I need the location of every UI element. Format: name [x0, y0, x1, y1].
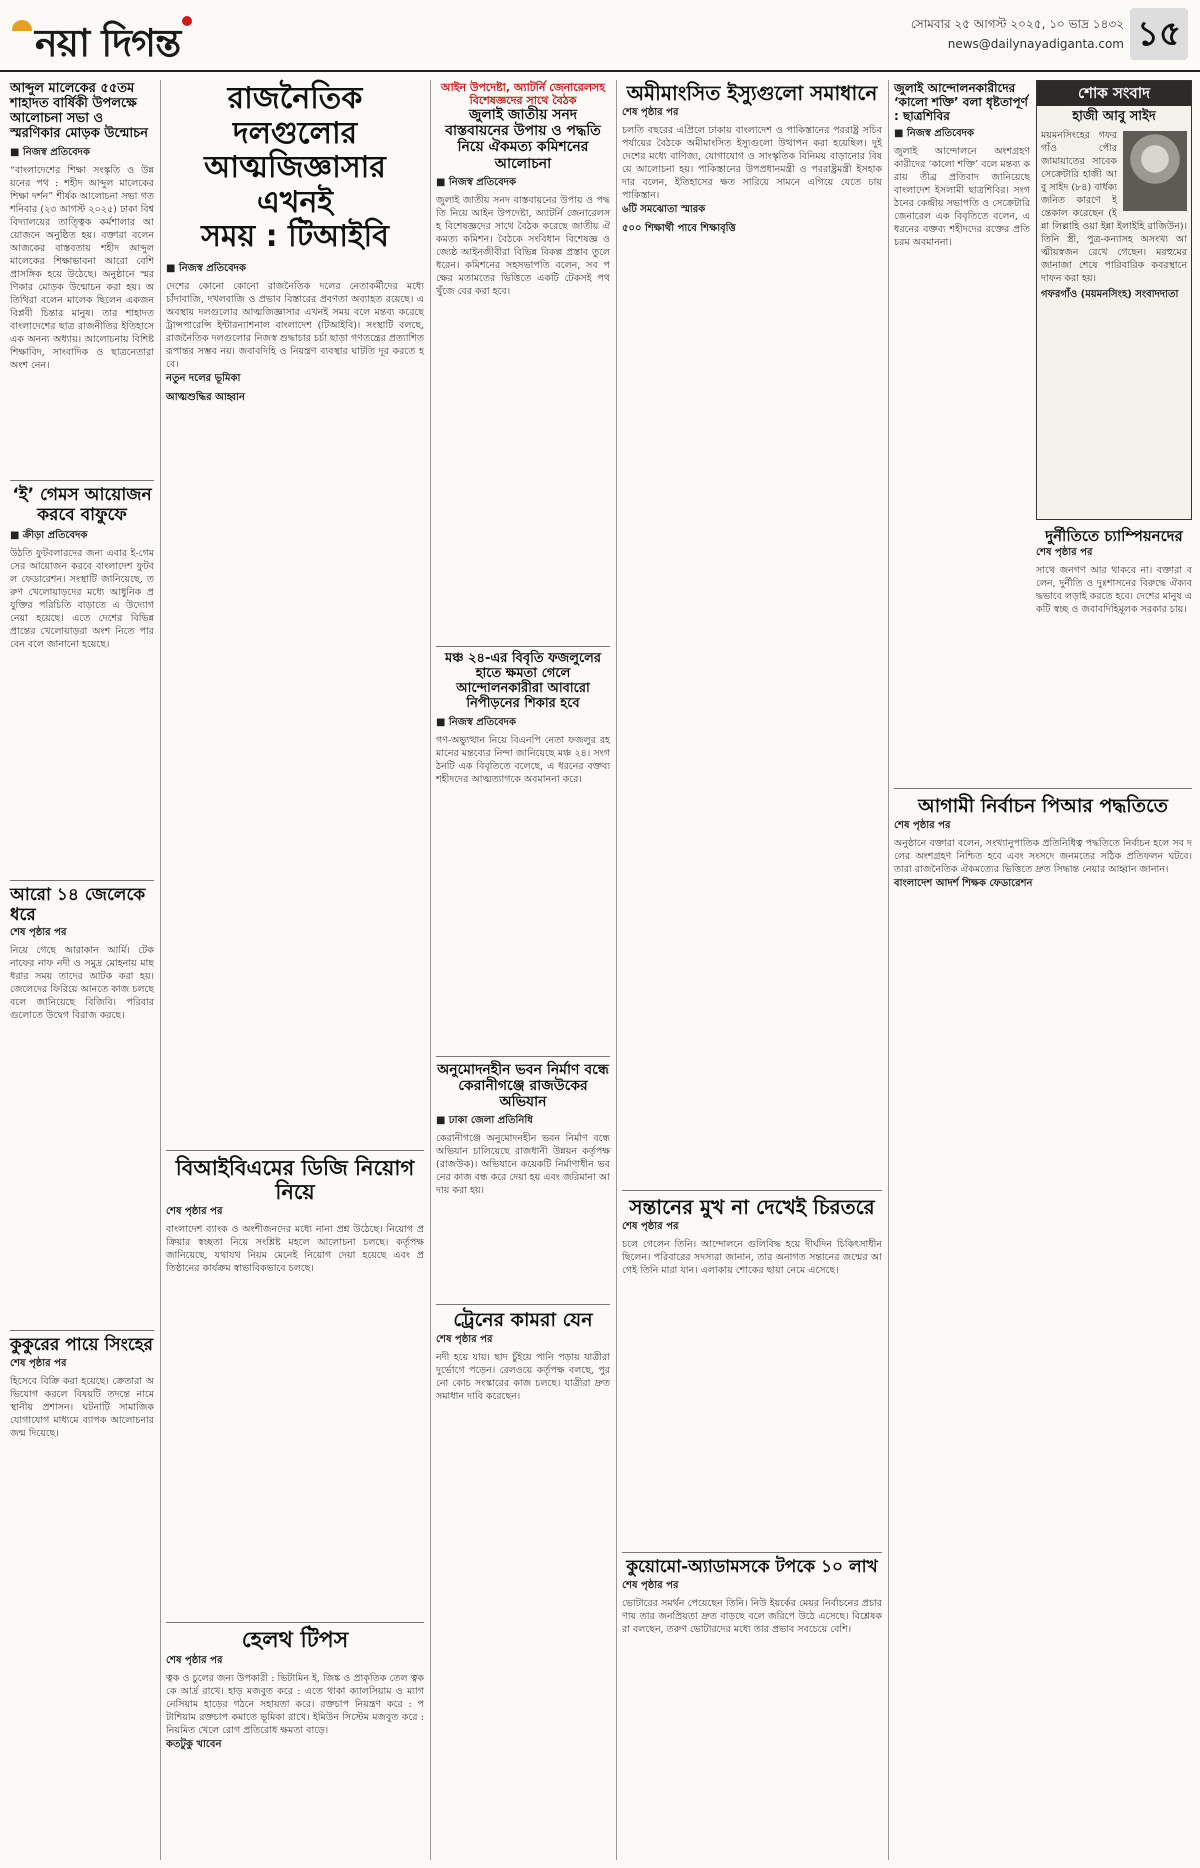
kicker: জুলাই আন্দোলনকারীদের ‘কালো শক্তি’ বলা ধৃষ্টতাপূর্ণ : ছাত্রশিবির — [894, 81, 1028, 123]
sun-icon — [12, 20, 32, 31]
article-body: নদী হয়ে যায়। ছাদ চুঁইয়ে পানি পড়ায় যাত্রীরা দুর্ভোগে পড়েন। রেলওয়ে কর্তৃপক্ষ বলছে, পুরনো কোচ সংস্কারের কাজ চলছে। যাত্রীরা দ্রুত সমাধান দাবি করেছেন। — [436, 1351, 614, 1402]
article-body: জুলাই জাতীয় সনদ বাস্তবায়নের উপায় ও পদ্ধতি নিয়ে আইন উপদেষ্টা, অ্যাটর্নি জেনারেলসহ বিশেষজ্ঞদের সাথে বৈঠক করেছে জাতীয় ঐকমত্য কমিশন। বৈঠকে সংবিধান বিশেষজ্ঞ ও জ্যেষ্ঠ আইনজীবীরা বিভিন্ন বিকল্প প্রস্তাব তুলে ধরেন। কমিশনের সহসভাপতি বলেন, সব পক্ষের মতামতের ভিত্তিতে একটি টেকসই পথ খুঁজে বের করা হবে। — [436, 194, 614, 297]
article-body: হিসেবে বিক্রি করা হয়েছে। ক্রেতারা অভিযোগ করলে বিষয়টি তদন্তে নামে স্থানীয় প্রশাসন। ঘটনাটি সামাজিক যোগাযোগ মাধ্যমে ব্যাপক আলোচনার জন্ম দিয়েছে। — [10, 1375, 158, 1439]
headline-line2: সময় : টিআইবি — [201, 219, 389, 254]
continuation: শেষ পৃষ্ঠার পর — [622, 107, 679, 118]
column-rule — [888, 80, 889, 1860]
article-body: উঠতি ফুটবলারদের জন্য এবার ই-গেমসের আয়োজন করবে বাংলাদেশ ফুটবল ফেডারেশন। সংস্থাটি জানিয়েছে, তরুণ খেলোয়াড়দের মধ্যে আধুনিক প্রযুক্তির পরিচিতি বাড়াতে এ উদ্যোগ নেয়া হয়েছে। এতে দেশের বিভিন্ন প্রান্তের খেলোয়াড়রা অংশ নিতে পারবেন বলে জানানো হয়েছে। — [10, 548, 158, 651]
section-divider — [10, 880, 154, 881]
headline: অনুমোদনহীন ভবন নির্মাণ বন্ধে কেরানীগঞ্জে রাজউকের অভিযান — [437, 1062, 609, 1111]
article-body: ত্বক ও চুলের জন্য উপকারী : ভিটামিন ই, জিঙ্ক ও প্রাকৃতিক তেল ত্বককে আর্দ্র রাখে। হাড় মজবুত করে : এতে থাকা ক্যালসিয়াম ও ম্যাগনেসিয়াম হাড়ের গঠনে সহায়তা করে। রক্তচাপ নিয়ন্ত্রণ করে : পটাশিয়াম রক্তচাপ কমাতে ভূমিকা রাখে। ইমিউন সিস্টেম মজবুত করে : নিয়মিত খেলে রোগ প্রতিরোধ ক্ষমতা বাড়ে। — [166, 1673, 428, 1737]
section-divider — [436, 646, 610, 647]
section-divider — [436, 1304, 610, 1305]
section-divider — [622, 1190, 882, 1191]
headline: আব্দুল মালেকের ৫৫তম শাহাদত বার্ষিকী উপলক্ষে আলোচনা সভা ও স্মরণিকার মোড়ক উন্মোচন — [10, 81, 148, 141]
article-body: ভোটারের সমর্থন পেয়েছেন তিনি। নিউ ইয়র্কের মেয়র নির্বাচনের প্রচারণায় তার জনপ্রিয়তা দ্রুত বাড়ছে বলে জরিপে উঠে এসেছে। বিশ্লেষকরা বলছেন, তরুণ ভোটারদের মধ্যে তার প্রভাব সবচেয়ে বেশি। — [622, 1597, 882, 1635]
article-pakistan — [622, 81, 886, 1186]
continuation: শেষ পৃষ্ঠার পর — [10, 1357, 67, 1369]
continuation: শেষ পৃষ্ঠার পর — [436, 1333, 493, 1345]
section-divider — [166, 1150, 424, 1151]
continuation: শেষ পৃষ্ঠার পর — [166, 1206, 223, 1218]
article-body: “বাংলাদেশের শিক্ষা সংস্কৃতি ও উন্নয়নের পথ : শহীদ আব্দুল মালেকের শিক্ষা দর্শন” শীর্ষক আলোচনা সভা গত শনিবার (২৩ আগস্ট ২০২৫) ঢাকা বিশ্ববিদ্যালয়ের তাত্ত্বিক কর্মশালার আয়োজনে অনুষ্ঠিত হয়। বক্তারা বলেন আজকের বাস্তবতায় শহীদ আব্দুল মালেকের শিক্ষাভাবনা আরো বেশি প্রাসঙ্গিক হয়ে উঠেছে। অনুষ্ঠানে স্মরণিকার মোড়ক উন্মোচন করা হয়। অতিথিরা বলেন মালেক ছিলেন একজন বিপ্লবী চিন্তার মানুষ। তার শাহাদত বাংলাদেশের ছাত্র রাজনীতির ইতিহাসে এক অনন্য অধ্যায়। আলোচনায় বিশিষ্ট শিক্ষাবিদ, সাংবাদিক ও ছাত্রনেতারা অংশ নেন। — [10, 164, 158, 371]
article-consensus — [436, 81, 614, 642]
headline: ‘ই’ গেমস আয়োজন করবে বাফুফে — [12, 485, 152, 525]
headline: মঞ্চ ২৪-এর বিবৃতি ফজলুলের হাতে ক্ষমতা গেলে আন্দোলনকারীরা আবারো নিপীড়নের শিকার হবে — [444, 651, 602, 711]
section-divider — [622, 1552, 882, 1553]
article-fishermen — [10, 885, 158, 1326]
headline: সন্তানের মুখ না দেখেই চিরতরে — [629, 1195, 875, 1219]
column-rule — [160, 80, 161, 1860]
dateline-by: গফরগাঁও (ময়মনসিংহ) সংবাদদাতা — [1041, 289, 1179, 301]
article-body: নিয়ে গেছে আরাকান আর্মি। টেকনাফের নাফ নদী ও সমুদ্র মোহনায় মাছ ধরার সময় তাদের আটক করা হয়। জেলেদের ফিরিয়ে আনতে কাজ চলছে বলে জানিয়েছে বিজিবি। পরিবারগুলোতে উদ্বেগ বিরাজ করছে। — [10, 945, 158, 1022]
article-dog-lion — [10, 1335, 158, 1860]
headline: হেলথ টিপস — [241, 1628, 349, 1653]
continuation: শেষ পৃষ্ঠার পর — [622, 1579, 679, 1591]
headline: জুলাই জাতীয় সনদ বাস্তবায়নের উপায় ও পদ্ধতি নিয়ে ঐকমত্য কমিশনের আলোচনা — [445, 107, 601, 172]
article-mancha24 — [436, 651, 614, 1052]
continuation: শেষ পৃষ্ঠার পর — [166, 1655, 223, 1667]
byline: ■ নিজস্ব প্রতিবেদক — [166, 262, 246, 274]
headline: বিআইবিএমের ডিজি নিয়োগ নিয়ে — [175, 1156, 415, 1205]
subheading: নতুন দলের ভূমিকা — [166, 372, 241, 384]
byline: ■ নিজস্ব প্রতিবেদক — [894, 128, 974, 140]
headline: রাজনৈতিক দলগুলোর আত্মজিজ্ঞাসার এখনই — [204, 81, 386, 220]
continuation: শেষ পৃষ্ঠার পর — [894, 819, 951, 831]
obituary-box — [1036, 80, 1192, 520]
subheading: কতটুকু খাবেন — [166, 1739, 222, 1751]
portrait-photo — [1123, 131, 1187, 211]
headline: দুর্নীতিতে চ্যাম্পিয়নদের — [1045, 527, 1183, 545]
headline: আগামী নির্বাচন পিআর পদ্ধতিতে — [918, 795, 1168, 817]
headline: কুকুরের পায়ে সিংহের — [10, 1335, 153, 1355]
page-number: ১৫ — [1130, 8, 1188, 60]
article-corruption — [1036, 528, 1192, 778]
brand-name: নয়া দিগন্ত — [35, 21, 181, 65]
section-divider — [166, 1622, 424, 1623]
article-bibm — [166, 1156, 428, 1616]
article-health — [166, 1628, 428, 1860]
byline: ■ নিজস্ব প্রতিবেদক — [436, 716, 516, 728]
article-child — [622, 1195, 886, 1546]
byline: ■ নিজস্ব প্রতিবেদক — [10, 146, 90, 158]
section-divider — [10, 1330, 154, 1331]
continuation: শেষ পৃষ্ঠার পর — [10, 927, 67, 939]
subheading: ৫০০ শিক্ষার্থী পাবে শিক্ষাবৃত্তি — [622, 223, 736, 234]
article-body: দেশের কোনো কোনো রাজনৈতিক দলের নেতাকর্মীদের মধ্যে চাঁদাবাজি, দখলবাজি ও প্রভাব বিস্তারের প্রবণতা অব্যাহত রয়েছে। এ অবস্থায় দলগুলোর আত্মজিজ্ঞাসার এখনই সময় বলে মন্তব্য করেছে ট্রান্সপারেন্সি ইন্টারন্যাশনাল বাংলাদেশ (টিআইবি)। সংস্থাটি বলছে, রাজনৈতিক দলগুলোর নিজস্ব শুদ্ধাচার চর্চা ছাড়া গণতন্ত্রের প্রত্যাশিত রূপান্তর সম্ভব নয়। জবাবদিহি ও নিয়ন্ত্রণ ব্যবস্থার ঘাটতি দূর করতে হবে। — [166, 280, 428, 370]
continuation: শেষ পৃষ্ঠার পর — [1036, 547, 1093, 559]
headline: অমীমাংসিত ইস্যুগুলো সমাধানে — [626, 81, 878, 105]
masthead — [0, 0, 1200, 72]
article-body: ময়মনসিংহের গফরগাঁও পৌর জামায়াতের সাবেক সেক্রেটারি হাজী আবু সাইদ (৮৪) বার্ধক্যজনিত কারণে ইন্তেকাল করেছেন (ইন্না লিল্লাহি ওয়া ইন্না ইলাইহি রাজিউন)। তিনি স্ত্রী, পুত্র-কন্যাসহ অসংখ্য আত্মীয়স্বজন রেখে গেছেন। মরহুমের জানাজা শেষে পারিবারিক কবরস্থানে দাফন করা হয়। — [1041, 130, 1191, 285]
headline: আরো ১৪ জেলেকে ধরে — [10, 885, 146, 925]
byline: ■ নিজস্ব প্রতিবেদক — [436, 176, 516, 188]
column-rule — [616, 80, 617, 1860]
subheading: ৬টি সমঝোতা স্মারক — [622, 204, 706, 215]
article-cuomo — [622, 1558, 882, 1860]
article-pr-election — [894, 795, 1196, 1860]
article-body: বাংলাদেশ ব্যাংক ও অংশীজনদের মধ্যে নানা প্রশ্ন উঠেছে। নিয়োগ প্রক্রিয়ার স্বচ্ছতা নিয়ে সংশ্লিষ্ট মহলে আলোচনা চলছে। কর্তৃপক্ষ জানিয়েছে, যথাযথ নিয়ম মেনেই নিয়োগ দেয়া হয়েছে এবং প্রতিষ্ঠানের কার্যক্রম স্বাভাবিকভাবে চলছে। — [166, 1224, 428, 1275]
column-rule — [430, 80, 431, 1860]
article-body: জুলাই আন্দোলনে অংশগ্রহণকারীদের ‘কালো শক্তি’ বলে মন্তব্য করায় তীব্র প্রতিবাদ জানিয়েছে বাংলাদেশ ইসলামী ছাত্রশিবির। সংগঠনের কেন্দ্রীয় সভাপতি ও সেক্রেটারি জেনারেল এক বিবৃতিতে বলেন, এ ধরনের বক্তব্য শহীদদের রক্তের প্রতি চরম অবমাননা। — [894, 146, 1034, 249]
article-shibir — [894, 81, 1034, 782]
article-egames — [10, 485, 158, 876]
web-email: news@dailynayadiganta.com — [947, 37, 1124, 51]
subheading: বাংলাদেশ আদর্শ শিক্ষক ফেডারেশন — [894, 877, 1033, 889]
article-body: চলতি বছরের এপ্রিলে ঢাকায় বাংলাদেশ ও পাকিস্তানের পররাষ্ট্র সচিব পর্যায়ের বৈঠকে অমীমাংসিত ইস্যুগুলো উত্থাপন করা হয়েছিল। দুই দেশের মধ্যে বাণিজ্য, যোগাযোগ ও সাংস্কৃতিক বিনিময় বাড়ানোর বিষয়ে আলোচনা হয়। পাকিস্তানের উপপ্রধানমন্ত্রী ও পররাষ্ট্রমন্ত্রী ইসহাক দার বলেন, ইতিহাসের ক্ষত সারিয়ে সামনে এগিয়ে যেতে চায় পাকিস্তান। — [622, 125, 886, 201]
headline: কুয়োমো-অ্যাডামসকে টপকে ১০ লাখ — [626, 1557, 878, 1577]
section-divider — [436, 1056, 610, 1057]
date: সোমবার ২৫ আগস্ট ২০২৫, ১০ ভাদ্র ১৪৩২ — [910, 17, 1124, 31]
article-body: গণ-অভ্যুত্থান নিয়ে বিএনপি নেতা ফজলুর রহমানের মন্তব্যের নিন্দা জানিয়েছে মঞ্চ ২৪। সংগঠনটি এক বিবৃতিতে বলেছে, এ ধরনের বক্তব্য শহীদদের আত্মত্যাগকে অবমাননা করে। — [436, 734, 614, 785]
article-body: সাথে জনগণ আর থাকবে না। বক্তারা বলেন, দুর্নীতি ও দুঃশাসনের বিরুদ্ধে ঐক্যবদ্ধভাবে লড়াই করতে হবে। দেশের মানুষ একটি স্বচ্ছ ও জবাবদিহিমূলক সরকার চায়। — [1036, 565, 1192, 616]
kicker: আইন উপদেষ্টা, অ্যাটর্নি জেনারেলসহ বিশেষজ্ঞদের সাথে বৈঠক — [440, 81, 606, 107]
obituary-name: হাজী আবু সাইদ — [1072, 109, 1156, 125]
section-divider — [894, 788, 1192, 789]
article-tib — [166, 81, 428, 1146]
dot-icon — [182, 16, 192, 26]
article-rajuk — [436, 1062, 614, 1300]
article-body: কেরানীগঞ্জে অনুমোদনহীন ভবন নির্মাণ বন্ধে অভিযান চালিয়েছে রাজধানী উন্নয়ন কর্তৃপক্ষ (রাজউক)। অভিযানে কয়েকটি নির্মাণাধীন ভবনের কাজ বন্ধ করে দেয়া হয় এবং জরিমানা আদায় করা হয়। — [436, 1133, 614, 1197]
byline: ■ ক্রীড়া প্রতিবেদক — [10, 530, 88, 542]
dateline — [911, 14, 1124, 54]
article-malek — [10, 81, 158, 474]
section-divider — [10, 480, 154, 481]
newspaper-logo — [12, 14, 192, 78]
continuation: শেষ পৃষ্ঠার পর — [622, 1221, 679, 1232]
article-body: অনুষ্ঠানে বক্তারা বলেন, সংখ্যানুপাতিক প্রতিনিধিত্ব পদ্ধতিতে নির্বাচন হলে সব দলের অংশগ্রহণ নিশ্চিত হবে এবং সংসদে জনমতের সঠিক প্রতিফলন ঘটবে। তারা রাজনৈতিক ঐকমত্যের ভিত্তিতে দ্রুত সিদ্ধান্ত নেয়ার আহ্বান জানান। — [894, 837, 1196, 875]
headline: ট্রেনের কামরা যেন — [453, 1309, 593, 1331]
article-train — [436, 1309, 614, 1860]
section-title: শোক সংবাদ — [1037, 81, 1191, 106]
subheading: আত্মশুদ্ধির আহ্বান — [166, 391, 245, 403]
byline: ■ ঢাকা জেলা প্রতিনিধি — [436, 1115, 533, 1127]
article-body: চলে গেলেন তিনি। আন্দোলনে গুলিবিদ্ধ হয়ে দীর্ঘদিন চিকিৎসাধীন ছিলেন। পরিবারের সদস্যরা জানান, তার অনাগত সন্তানের জন্মের আগেই তিনি মারা যান। এলাকায় শোকের ছায়া নেমে এসেছে। — [622, 1239, 886, 1276]
